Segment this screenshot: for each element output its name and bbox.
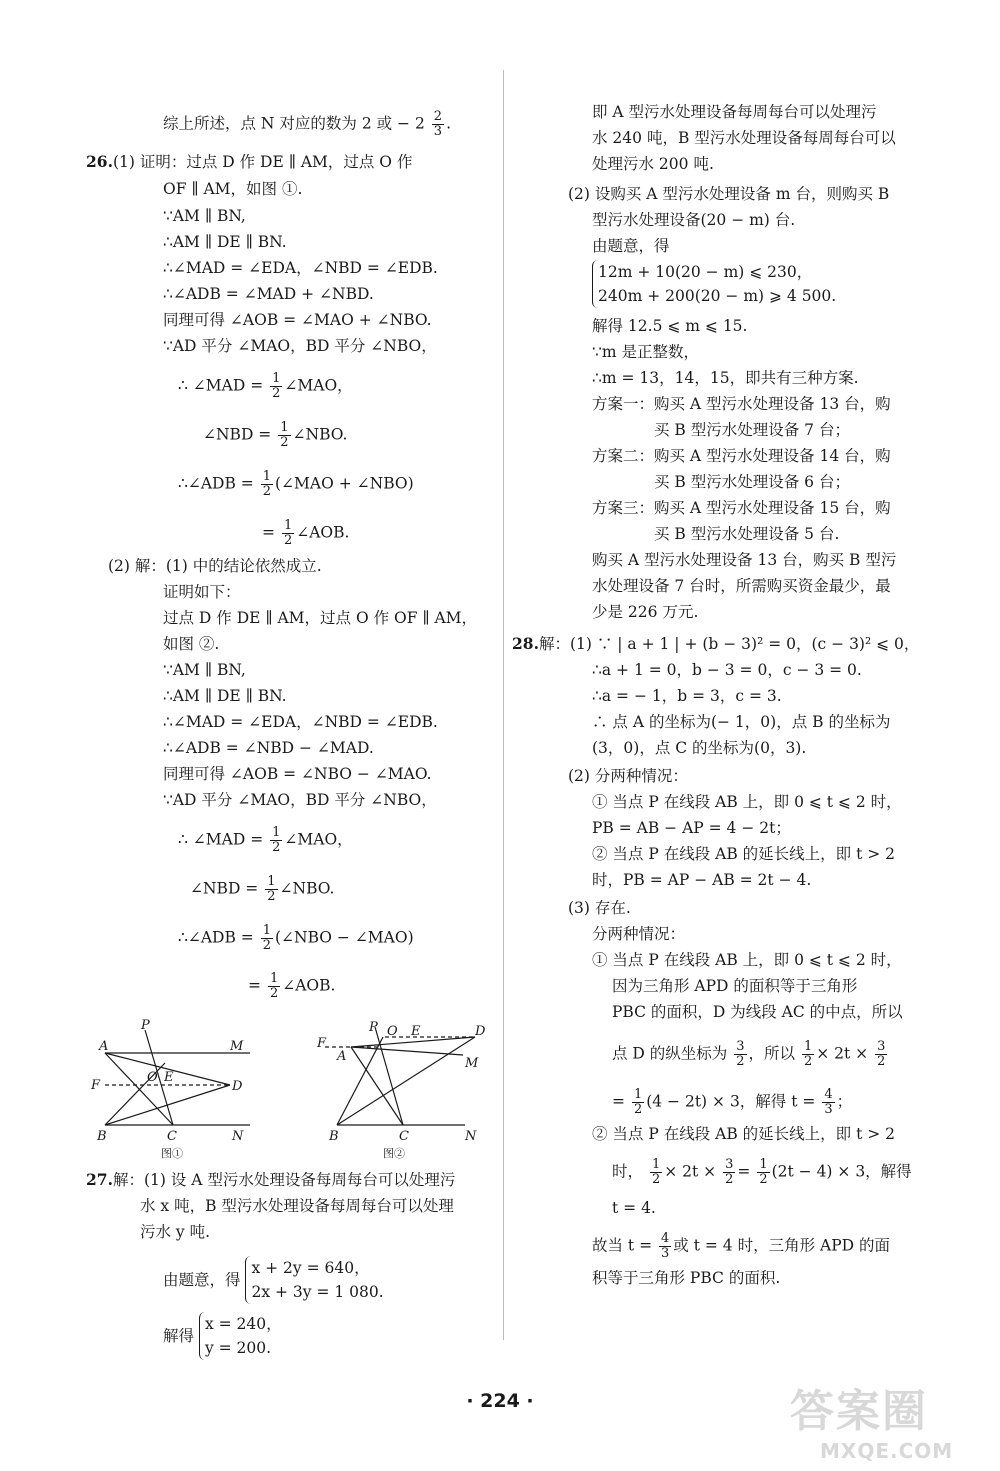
label-M: M xyxy=(465,1056,479,1071)
denominator: 3 xyxy=(433,124,443,139)
text: ∠NBO. xyxy=(279,879,335,898)
denominator: 2 xyxy=(269,986,279,1001)
system-line xyxy=(163,1256,384,1304)
denominator: 3 xyxy=(661,1246,670,1261)
line: 过点 D 作 DE ∥ AM，过点 O 作 OF ∥ AM， xyxy=(163,609,478,627)
text: ； xyxy=(836,1092,853,1111)
label-M: M xyxy=(230,1039,244,1054)
denominator: 2 xyxy=(283,533,293,548)
text: (1) 证明：过点 D 作 DE ∥ AM，过点 O 作 xyxy=(112,153,413,171)
line: ∴∠MAD = ∠EDA，∠NBD = ∠EDB. xyxy=(163,259,438,277)
fraction xyxy=(723,1158,735,1187)
line: 解得 12.5 ⩽ m ⩽ 15. xyxy=(592,317,748,335)
line: ∴m = 13，14，15，即共有三种方案. xyxy=(592,369,859,387)
denominator: 2 xyxy=(736,1054,745,1069)
numerator: 1 xyxy=(283,518,293,533)
label-E: E xyxy=(164,1070,174,1085)
fraction xyxy=(270,372,282,401)
denominator: 2 xyxy=(262,938,271,953)
equation: 2x + 3y = 1 080. xyxy=(251,1283,384,1301)
equation-line xyxy=(612,1040,889,1069)
label-A: A xyxy=(99,1039,109,1054)
problem-number: 28. xyxy=(512,634,539,653)
line: 如图 ②. xyxy=(163,635,220,653)
figure-2-caption: 图② xyxy=(383,1147,405,1160)
watermark xyxy=(790,1375,990,1465)
line: 污水 y 吨. xyxy=(140,1223,211,1241)
inequality-system-brace xyxy=(592,260,836,308)
label-D: D xyxy=(475,1024,486,1039)
text: 或 t = 4 时，三角形 APD 的面 xyxy=(673,1236,890,1255)
equation: y = 200. xyxy=(204,1339,272,1357)
line: 方案三：购买 A 型污水处理设备 15 台，购 xyxy=(592,499,891,517)
denominator: 2 xyxy=(877,1054,886,1069)
line: PBC 的面积，D 为线段 AC 的中点，所以 xyxy=(612,1003,903,1021)
text: × 2t × xyxy=(664,1162,717,1181)
fraction xyxy=(278,421,290,450)
equation-line xyxy=(178,372,353,401)
equation-line xyxy=(203,421,347,450)
numerator: 4 xyxy=(824,1087,833,1102)
line: t = 4. xyxy=(612,1199,656,1217)
text: = xyxy=(248,976,261,995)
line: (2) 设购买 A 型污水处理设备 m 台，则购买 B xyxy=(568,185,890,203)
denominator: 2 xyxy=(272,840,281,855)
line: 购买 A 型污水处理设备 13 台，购买 B 型污 xyxy=(592,551,897,569)
text: = xyxy=(612,1092,625,1111)
numerator: 1 xyxy=(267,874,276,889)
line: ∴∠ADB = ∠MAD + ∠NBD. xyxy=(163,285,374,303)
line: ∴∠ADB = ∠NBD − ∠MAD. xyxy=(163,739,374,757)
label-P: P xyxy=(141,1018,150,1033)
fraction xyxy=(650,1158,662,1187)
equation-line xyxy=(592,1232,890,1261)
figure-1-caption: 图① xyxy=(161,1147,183,1160)
text: ∠NBD = xyxy=(190,879,259,898)
numerator: 1 xyxy=(269,971,279,986)
text: ∠MAO， xyxy=(284,376,353,395)
text: ∠NBO. xyxy=(292,425,348,444)
line: ∴ 点 A 的坐标为(− 1，0)，点 B 的坐标为 xyxy=(592,713,891,731)
column-divider xyxy=(503,70,504,1340)
text: 解：(1) 设 A 型污水处理设备每周每台可以处理污 xyxy=(112,1171,456,1189)
line: ∴∠MAD = ∠EDA，∠NBD = ∠EDB. xyxy=(163,713,438,731)
denominator: 2 xyxy=(280,435,289,450)
text: ∴∠ADB = xyxy=(178,474,254,493)
text: ∠MAO， xyxy=(284,830,353,849)
text: (2t − 4) × 3，解得 xyxy=(771,1162,912,1181)
fraction xyxy=(432,110,444,139)
line: ∵AM ∥ BN, xyxy=(163,207,246,225)
numerator: 3 xyxy=(725,1157,734,1172)
line: 同理可得 ∠AOB = ∠MAO + ∠NBO. xyxy=(163,311,432,329)
fraction xyxy=(261,470,273,499)
denominator: 2 xyxy=(759,1172,768,1187)
line: OF ∥ AM，如图 ①. xyxy=(163,180,303,198)
text: (∠MAO + ∠NBO) xyxy=(275,474,414,493)
line: 型污水处理设备(20 − m) 台. xyxy=(592,211,796,229)
problem-26-line-1 xyxy=(86,152,412,172)
line: ∵AD 平分 ∠MAO，BD 平分 ∠NBO， xyxy=(163,791,437,809)
text: 解：(1) ∵ | a + 1 | + (b − 3)² = 0，(c − 3)² ⩽ 0， xyxy=(538,635,920,653)
text: 综上所述，点 N 对应的数为 2 或 − 2 xyxy=(163,114,425,133)
label-F: F xyxy=(91,1078,101,1093)
line: (2) 解：(1) 中的结论依然成立. xyxy=(108,557,322,575)
figure-2 xyxy=(315,1015,495,1160)
line: 买 B 型污水处理设备 7 台； xyxy=(654,421,850,439)
equation-line xyxy=(612,1158,912,1187)
numerator: 1 xyxy=(803,1039,813,1054)
problem-27-line-1 xyxy=(86,1170,455,1190)
figure-1 xyxy=(85,1015,265,1160)
label-E: E xyxy=(411,1024,421,1039)
equation-line xyxy=(248,972,335,1001)
denominator: 2 xyxy=(651,1172,661,1187)
line: ∴AM ∥ DE ∥ BN. xyxy=(163,687,287,705)
text: ∴∠ADB = xyxy=(178,928,254,947)
inequality: 12m + 10(20 − m) ⩽ 230， xyxy=(598,263,813,281)
problem-number: 26. xyxy=(86,152,113,171)
line: 分两种情况： xyxy=(592,925,686,943)
equation-line xyxy=(190,875,334,904)
problem-28-line-1 xyxy=(512,634,919,654)
numerator: 1 xyxy=(280,420,289,435)
label-P: P xyxy=(369,1020,378,1035)
solution-line xyxy=(163,1312,282,1360)
equation-line xyxy=(612,1088,852,1117)
numerator: 1 xyxy=(262,469,271,484)
label-A: A xyxy=(337,1049,347,1064)
text: 时， xyxy=(612,1162,644,1181)
line: PB = AB − AP = 4 − 2t； xyxy=(592,819,791,837)
denominator: 2 xyxy=(803,1054,813,1069)
label-O: O xyxy=(147,1070,158,1085)
line: (3，0)，点 C 的坐标为(0，3). xyxy=(592,739,807,757)
watermark-logo-text: 答案圈 xyxy=(790,1386,928,1437)
denominator: 2 xyxy=(633,1102,643,1117)
line: 方案一：购买 A 型污水处理设备 13 台，购 xyxy=(592,395,891,413)
line: 少是 226 万元. xyxy=(592,603,699,621)
text: 故当 t = xyxy=(592,1236,653,1255)
line: 买 B 型污水处理设备 5 台. xyxy=(654,525,840,543)
numerator: 3 xyxy=(736,1039,745,1054)
text: 解得 xyxy=(163,1327,195,1345)
numerator: 3 xyxy=(877,1039,886,1054)
fraction xyxy=(261,924,273,953)
line: 积等于三角形 PBC 的面积. xyxy=(592,1269,781,1287)
denominator: 2 xyxy=(267,889,276,904)
label-N: N xyxy=(232,1129,244,1144)
label-O: O xyxy=(387,1024,398,1039)
problem-number: 27. xyxy=(86,1170,113,1189)
fraction xyxy=(757,1158,769,1187)
inequality: 240m + 200(20 − m) ⩾ 4 500. xyxy=(598,287,837,305)
numerator: 2 xyxy=(433,109,443,124)
line: 方案二：购买 A 型污水处理设备 14 台，购 xyxy=(592,447,891,465)
line: (2) 分两种情况： xyxy=(568,767,688,785)
line: 买 B 型污水处理设备 6 台； xyxy=(654,473,850,491)
line: ∵AD 平分 ∠MAO，BD 平分 ∠NBO， xyxy=(163,337,437,355)
label-B: B xyxy=(97,1129,107,1144)
line: 水 x 吨，B 型污水处理设备每周每台可以处理 xyxy=(140,1197,454,1215)
fraction xyxy=(632,1088,644,1117)
numerator: 1 xyxy=(272,825,281,840)
fraction xyxy=(270,826,282,855)
text: × 2t × xyxy=(816,1044,869,1063)
text: ∠NBD = xyxy=(203,425,272,444)
line: 因为三角形 APD 的面积等于三角形 xyxy=(612,977,858,995)
equation-line xyxy=(262,519,349,548)
fraction xyxy=(659,1232,671,1261)
text: = xyxy=(262,523,275,542)
line: 即 A 型污水处理设备每周每台可以处理污 xyxy=(592,103,877,121)
equation-line xyxy=(178,826,353,855)
fraction xyxy=(282,519,294,548)
label-C: C xyxy=(399,1129,409,1144)
denominator: 2 xyxy=(725,1172,734,1187)
numerator: 1 xyxy=(633,1087,643,1102)
numerator: 1 xyxy=(759,1157,768,1172)
line: ① 当点 P 在线段 AB 上，即 0 ⩽ t ⩽ 2 时， xyxy=(592,951,902,969)
line: 水处理设备 7 台时，所需购买资金最少，最 xyxy=(592,577,891,595)
text: = xyxy=(737,1162,751,1181)
line: 时，PB = AP − AB = 2t − 4. xyxy=(592,871,812,889)
line: 处理污水 200 吨. xyxy=(592,155,714,173)
line: ① 当点 P 在线段 AB 上，即 0 ⩽ t ⩽ 2 时， xyxy=(592,793,902,811)
denominator: 3 xyxy=(824,1102,833,1117)
equation: x + 2y = 640， xyxy=(251,1259,370,1277)
line: 水 240 吨，B 型污水处理设备每周每台可以 xyxy=(592,129,896,147)
fraction xyxy=(822,1088,834,1117)
text: 点 D 的纵坐标为 xyxy=(612,1044,728,1063)
text: ∠AOB. xyxy=(282,976,336,995)
text: (∠NBO − ∠MAO) xyxy=(275,928,414,947)
equation-line xyxy=(178,924,414,953)
equation-system xyxy=(245,1256,383,1304)
line: ∴AM ∥ DE ∥ BN. xyxy=(163,233,287,251)
text: 由题意，得 xyxy=(163,1271,241,1289)
fraction xyxy=(802,1040,814,1069)
line: ② 当点 P 在线段 AB 的延长线上，即 t > 2 xyxy=(592,845,896,863)
fraction xyxy=(875,1040,887,1069)
line: ∴a + 1 = 0，b − 3 = 0，c − 3 = 0. xyxy=(592,661,862,679)
page-number: · 224 · xyxy=(466,1390,534,1412)
line: 证明如下： xyxy=(163,583,241,601)
text: . xyxy=(446,114,451,133)
fraction xyxy=(265,875,277,904)
text: (4 − 2t) × 3，解得 t = xyxy=(646,1092,816,1111)
numerator: 4 xyxy=(661,1231,670,1246)
text: ，所以 xyxy=(748,1044,796,1063)
numerator: 1 xyxy=(651,1157,661,1172)
line: (3) 存在. xyxy=(568,899,631,917)
text: ∴ ∠MAD = xyxy=(178,830,264,849)
text: ∠AOB. xyxy=(296,523,350,542)
watermark-url: MXQE.COM xyxy=(820,1439,954,1463)
text: ∴ ∠MAD = xyxy=(178,376,264,395)
label-N: N xyxy=(465,1129,477,1144)
line: ② 当点 P 在线段 AB 的延长线上，即 t > 2 xyxy=(592,1125,896,1143)
numerator: 1 xyxy=(262,923,271,938)
fraction xyxy=(734,1040,746,1069)
numerator: 1 xyxy=(272,371,281,386)
line: ∵AM ∥ BN, xyxy=(163,661,246,679)
denominator: 2 xyxy=(272,386,281,401)
label-B: B xyxy=(329,1129,339,1144)
equation: x = 240， xyxy=(204,1315,282,1333)
equation-line xyxy=(178,470,414,499)
line: ∵m 是正整数， xyxy=(592,343,699,361)
denominator: 2 xyxy=(262,484,271,499)
label-C: C xyxy=(167,1129,177,1144)
fraction xyxy=(268,972,280,1001)
line: ∴a = − 1，b = 3，c = 3. xyxy=(592,687,782,705)
line: 由题意，得 xyxy=(592,237,670,255)
solution-system xyxy=(199,1312,282,1360)
conclusion-line xyxy=(163,110,451,139)
line: 同理可得 ∠AOB = ∠NBO − ∠MAO. xyxy=(163,765,432,783)
label-F: F xyxy=(317,1036,327,1051)
label-D: D xyxy=(232,1079,243,1094)
inequality-system xyxy=(592,260,836,308)
